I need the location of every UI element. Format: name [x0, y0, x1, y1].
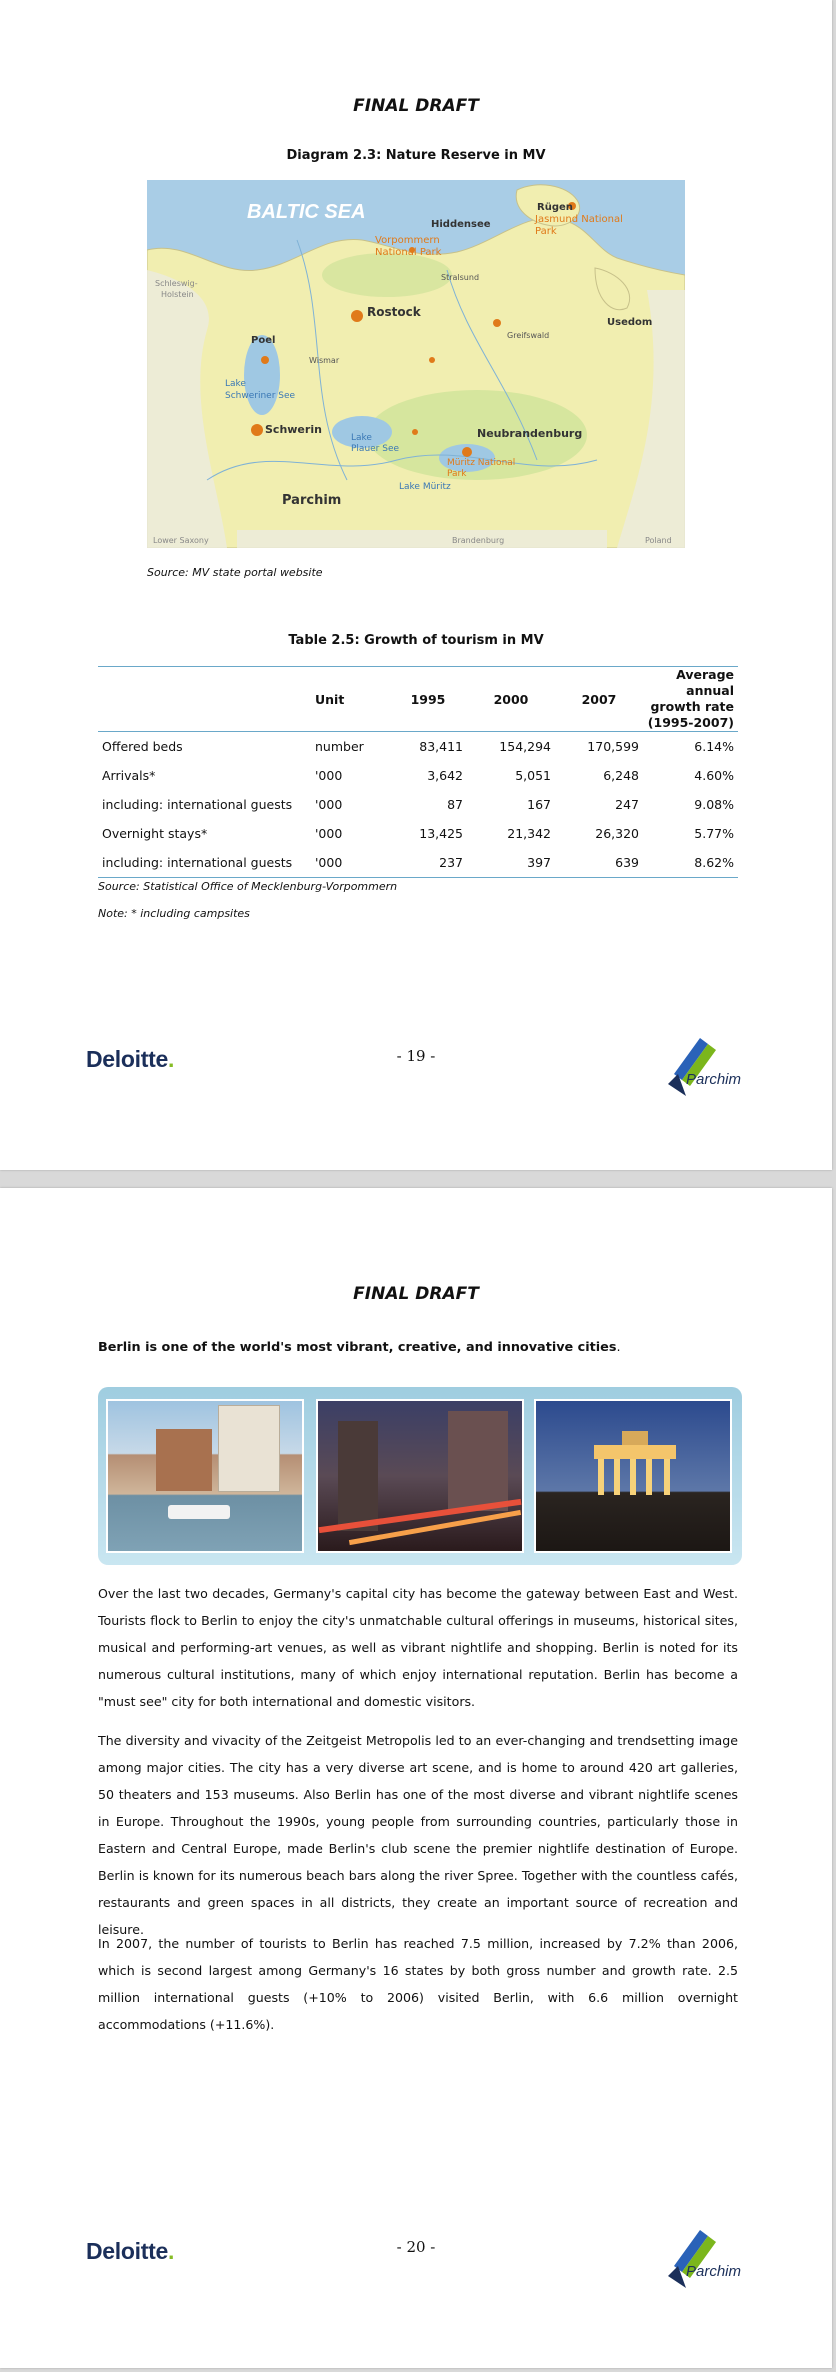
table-cell: '000 — [311, 848, 389, 878]
table-cell: 5.77% — [694, 826, 734, 841]
nature-reserve-map — [147, 180, 685, 548]
table-cell: 247 — [615, 797, 639, 812]
parchim-logo-text: Parchim — [686, 1071, 742, 1088]
berlin-photo-strip — [98, 1387, 742, 1565]
table-cell: number — [315, 739, 364, 754]
table-row — [98, 732, 738, 762]
table-cell: 5,051 — [515, 768, 551, 783]
table-cell: 13,425 — [419, 826, 463, 841]
intro-sentence — [98, 1340, 621, 1355]
map-label-neubrandenburg: Neubrandenburg — [477, 427, 583, 440]
map-label-holstein: Holstein — [161, 290, 194, 299]
map-label-lake-mueritz: Lake Müritz — [399, 482, 451, 492]
table-row — [98, 761, 738, 790]
table-header-label — [98, 667, 311, 732]
map-label-schweriner-see: Schweriner See — [225, 391, 296, 401]
map-label-lower-saxony: Lower Saxony — [153, 536, 209, 545]
table-row — [98, 848, 738, 878]
map-label-rostock: Rostock — [367, 305, 421, 319]
table-header-growth: Average annual growth rate (1995-2007) — [643, 667, 738, 732]
table-cell: 167 — [527, 797, 551, 812]
table-cell: 87 — [447, 797, 463, 812]
map-label-mueritz-np: Müritz National — [447, 458, 516, 468]
table-cell: Offered beds — [102, 739, 183, 754]
map-label-baltic-sea: BALTIC SEA — [247, 201, 366, 223]
table-header-unit: Unit — [311, 667, 389, 732]
map-label-parchim: Parchim — [282, 493, 342, 508]
table-cell: 154,294 — [499, 739, 551, 754]
berlin-night-street-photo — [316, 1399, 524, 1553]
map-label-lake-schweriner: Lake — [225, 379, 246, 389]
table-cell: 9.08% — [694, 797, 734, 812]
table-cell: 639 — [555, 848, 643, 878]
table-cell: Arrivals* — [102, 768, 156, 783]
map-label-vorpommern: Vorpommern — [375, 235, 440, 246]
map-label-brandenburg: Brandenburg — [452, 536, 505, 545]
page-19 — [0, 0, 832, 1170]
final-draft-header: FINAL DRAFT — [353, 96, 479, 116]
map-label-vorpommern-np: National Park — [375, 247, 442, 258]
table-row — [98, 819, 738, 848]
table-cell: including: international guests — [98, 848, 311, 878]
table-header-1995: 1995 — [389, 667, 467, 732]
paragraph-1: Over the last two decades, Germany's capital city has become the gateway between East and West. Tourists flock to Berlin to enjoy the city's unmatchable cultural offerings in museums, historical sites, musical and performing-art venues, as well as vibrant nightlife and shopping. Berlin is noted for its numerous cultural institutions, many of which enjoy international reputation. Berlin has become a "must see" city for both international and domestic visitors. — [98, 1586, 738, 1709]
table-cell: 4.60% — [694, 768, 734, 783]
map-label-poel: Poel — [251, 335, 276, 346]
diagram-caption: Diagram 2.3: Nature Reserve in MV — [286, 148, 546, 163]
table-source: Source: Statistical Office of Mecklenburg-Vorpommern — [98, 880, 398, 893]
table-header-2000: 2000 — [467, 667, 555, 732]
final-draft-header: FINAL DRAFT — [353, 1284, 479, 1304]
table-cell: 6,248 — [603, 768, 639, 783]
table-cell: including: international guests — [102, 797, 293, 812]
paragraph-3: In 2007, the number of tourists to Berlin has reached 7.5 million, increased by 7.2% than 2006, which is second largest among Germany's 16 states by both gross number and growth rate. 2.5 million international guests (+10% to 2006) visited Berlin, with 6.6 million overnight accommodations (+11.6%). — [98, 1936, 738, 2032]
map-label-stralsund: Stralsund — [441, 273, 480, 282]
map-label-greifswald: Greifswald — [507, 331, 550, 340]
deloitte-logo-text: Deloitte — [86, 2238, 168, 2264]
map-label-plauer-see: Plauer See — [351, 444, 400, 454]
page-number: - 19 - — [396, 1047, 436, 1065]
table-cell: 237 — [389, 848, 467, 878]
river-spree-photo — [106, 1399, 304, 1553]
map-label-jasmund: Jasmund National — [535, 214, 623, 225]
map-label-mueritz-np-park: Park — [447, 469, 467, 479]
table-cell: 397 — [467, 848, 555, 878]
page-number: - 20 - — [396, 2238, 436, 2256]
tourism-growth-table — [98, 666, 738, 878]
diagram-source: Source: MV state portal website — [147, 566, 323, 579]
map-label-jasmund-park: Park — [535, 226, 557, 237]
table-header-2007: 2007 — [555, 667, 643, 732]
intro-sentence-end: . — [616, 1340, 621, 1355]
deloitte-logo-dot: . — [167, 1046, 175, 1072]
map-label-schleswig: Schleswig- — [155, 279, 198, 288]
table-header-row — [98, 667, 738, 732]
map-label-hiddensee: Hiddensee — [431, 219, 491, 230]
table-cell: 83,411 — [419, 739, 463, 754]
map-label-usedom: Usedom — [607, 317, 653, 328]
table-cell: 170,599 — [587, 739, 639, 754]
map-label-lake-plauer: Lake — [351, 433, 372, 443]
brandenburg-gate-photo — [534, 1399, 732, 1553]
map-label-ruegen: Rügen — [537, 202, 573, 213]
map-label-poland: Poland — [645, 536, 672, 545]
table-cell: '000 — [315, 826, 343, 841]
intro-sentence-bold: Berlin is one of the world's most vibrant, creative, and innovative cities — [98, 1340, 617, 1355]
map-label-schwerin: Schwerin — [265, 423, 322, 436]
table-caption: Table 2.5: Growth of tourism in MV — [288, 633, 544, 648]
map-label-wismar: Wismar — [309, 356, 340, 365]
deloitte-logo-dot: . — [167, 2238, 175, 2264]
parchim-logo-text: Parchim — [686, 2263, 742, 2280]
paragraph-2: The diversity and vivacity of the Zeitgeist Metropolis led to an ever-changing and trendsetting image among major cities. The city has a very diverse art scene, and is home to around 420 art galleries, 50 theaters and 153 museums. Also Berlin has one of the most diverse and vibrant nightlife scenes in Europe. Throughout the 1990s, young people from surrounding countries, particularly those in Eastern and Central Europe, made Berlin's club scene the premier nightlife destination of Europe. Berlin is known for its numerous beach bars along the river Spree. Together with the countless cafés, restaurants and green spaces in all districts, they create an important source of recreation and leisure. — [98, 1733, 738, 1937]
table-cell: '000 — [315, 768, 343, 783]
table-cell: 6.14% — [694, 739, 734, 754]
table-cell: 8.62% — [643, 848, 738, 878]
table-row — [98, 790, 738, 819]
table-cell: 21,342 — [507, 826, 551, 841]
table-cell: 26,320 — [595, 826, 639, 841]
parchim-logo-icon — [664, 1034, 744, 1100]
table-cell: Overnight stays* — [102, 826, 208, 841]
table-cell: 3,642 — [427, 768, 463, 783]
deloitte-logo-text: Deloitte — [86, 1046, 168, 1072]
table-note: Note: * including campsites — [98, 907, 250, 920]
table-cell: '000 — [315, 797, 343, 812]
parchim-logo-icon — [664, 2226, 744, 2292]
